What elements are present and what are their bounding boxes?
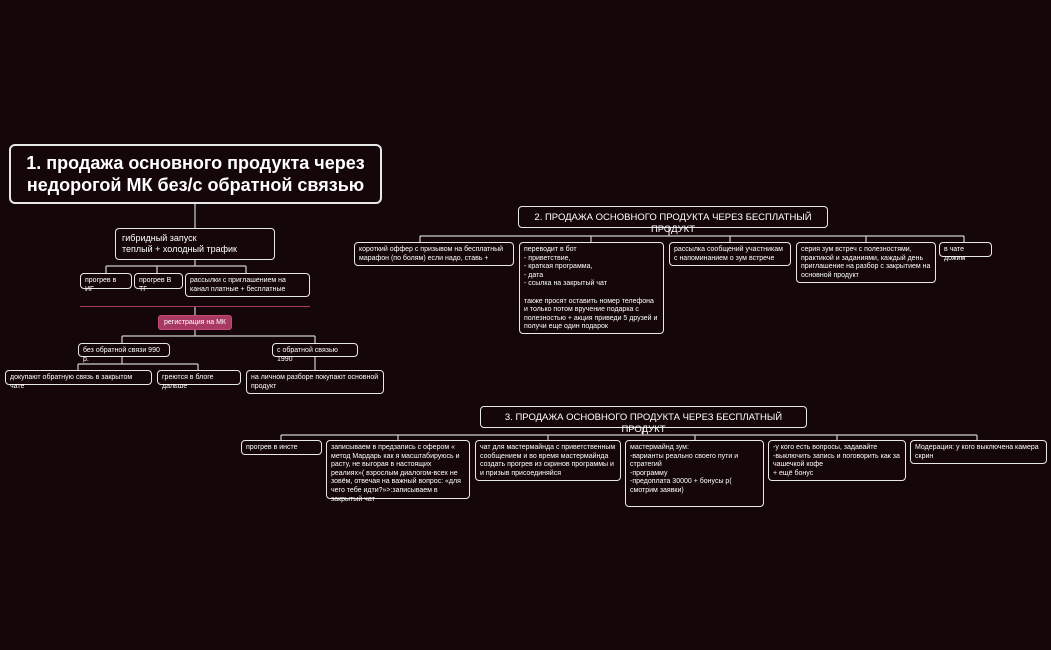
map1-warm-tg[interactable]: прогрев В ТГ: [134, 273, 183, 289]
map3-title[interactable]: 3. ПРОДАЖА ОСНОВНОГО ПРОДУКТА ЧЕРЕЗ БЕСПЛАТНЫЙ ПРОДУКТ: [480, 406, 807, 428]
map2-bot[interactable]: переводит в бот - приветствие, - краткая программа, - дата - ссылка на закрытый чат также просят оставить номер телефона и только потом вручение подарка с полезностью + акция приведи 5 друзей и получи еще один подарок: [519, 242, 664, 334]
map3-insta-warm[interactable]: прогрев в инсте: [241, 440, 322, 455]
map1-warm-blog[interactable]: греются в блоге дальше: [157, 370, 241, 385]
map2-chat-finish[interactable]: в чате дожим: [939, 242, 992, 257]
map1-registration[interactable]: регистрация на МК: [158, 315, 232, 330]
map2-offer[interactable]: короткий оффер с призывом на бесплатный марафон (по болям) если надо, ставь +: [354, 242, 514, 266]
map2-zoom-series[interactable]: серия зум встреч с полезностями, практикой и заданиями, каждый день приглашение на разбор с закрытием на основной продукт: [796, 242, 936, 283]
map1-with-feedback[interactable]: с обратной связью 1990: [272, 343, 358, 357]
map1-buy-feedback[interactable]: докупают обратную связь в закрытом чате: [5, 370, 152, 385]
map2-reminders[interactable]: рассылка сообщений участникам с напоминанием о зум встрече: [669, 242, 791, 266]
map1-hybrid-launch[interactable]: гибридный запуск теплый + холодный трафик: [115, 228, 275, 260]
map1-warm-ig[interactable]: прогрев в ИГ: [80, 273, 132, 289]
map3-prerecord[interactable]: записываем в предзапись с офером « метод Мардарь как я масштабируюсь и расту, не выгорая в настоящих реалиях»( взрослым диалогом-всех не зовём, отвечая на важный вопрос: «для чего тебе идти?»>:записываем в закрытый чат: [326, 440, 470, 499]
map1-no-feedback[interactable]: без обратной связи 990 р.: [78, 343, 170, 357]
map3-questions[interactable]: -у кого есть вопросы, задавайте -выключить запись и поговорить как за чашечкой кофе + ещё бонус: [768, 440, 906, 481]
map1-personal-review[interactable]: на личном разборе покупают основной продукт: [246, 370, 384, 394]
map2-title[interactable]: 2. ПРОДАЖА ОСНОВНОГО ПРОДУКТА ЧЕРЕЗ БЕСПЛАТНЫЙ ПРОДУКТ: [518, 206, 828, 228]
map3-mastermind-chat[interactable]: чат для мастермайнда с приветственным сообщением и во время мастермайнда создать прогрев из скринов программы и и призыв присоединяйся: [475, 440, 621, 481]
map1-title[interactable]: 1. продажа основного продукта через недорогой МК без/с обратной связью: [9, 144, 382, 204]
map1-divider: [80, 306, 310, 307]
map3-mastermind-zoom[interactable]: мастермайнд зум: -варианты реально своего пути и стратегий -программу -предоплата 30000 + бонусы р( смотрим заявки): [625, 440, 764, 507]
map3-moderation[interactable]: Модерация: у кого выключена камера скрин: [910, 440, 1047, 464]
map1-mailings[interactable]: рассылки с приглашением на канал платные + бесплатные: [185, 273, 310, 297]
